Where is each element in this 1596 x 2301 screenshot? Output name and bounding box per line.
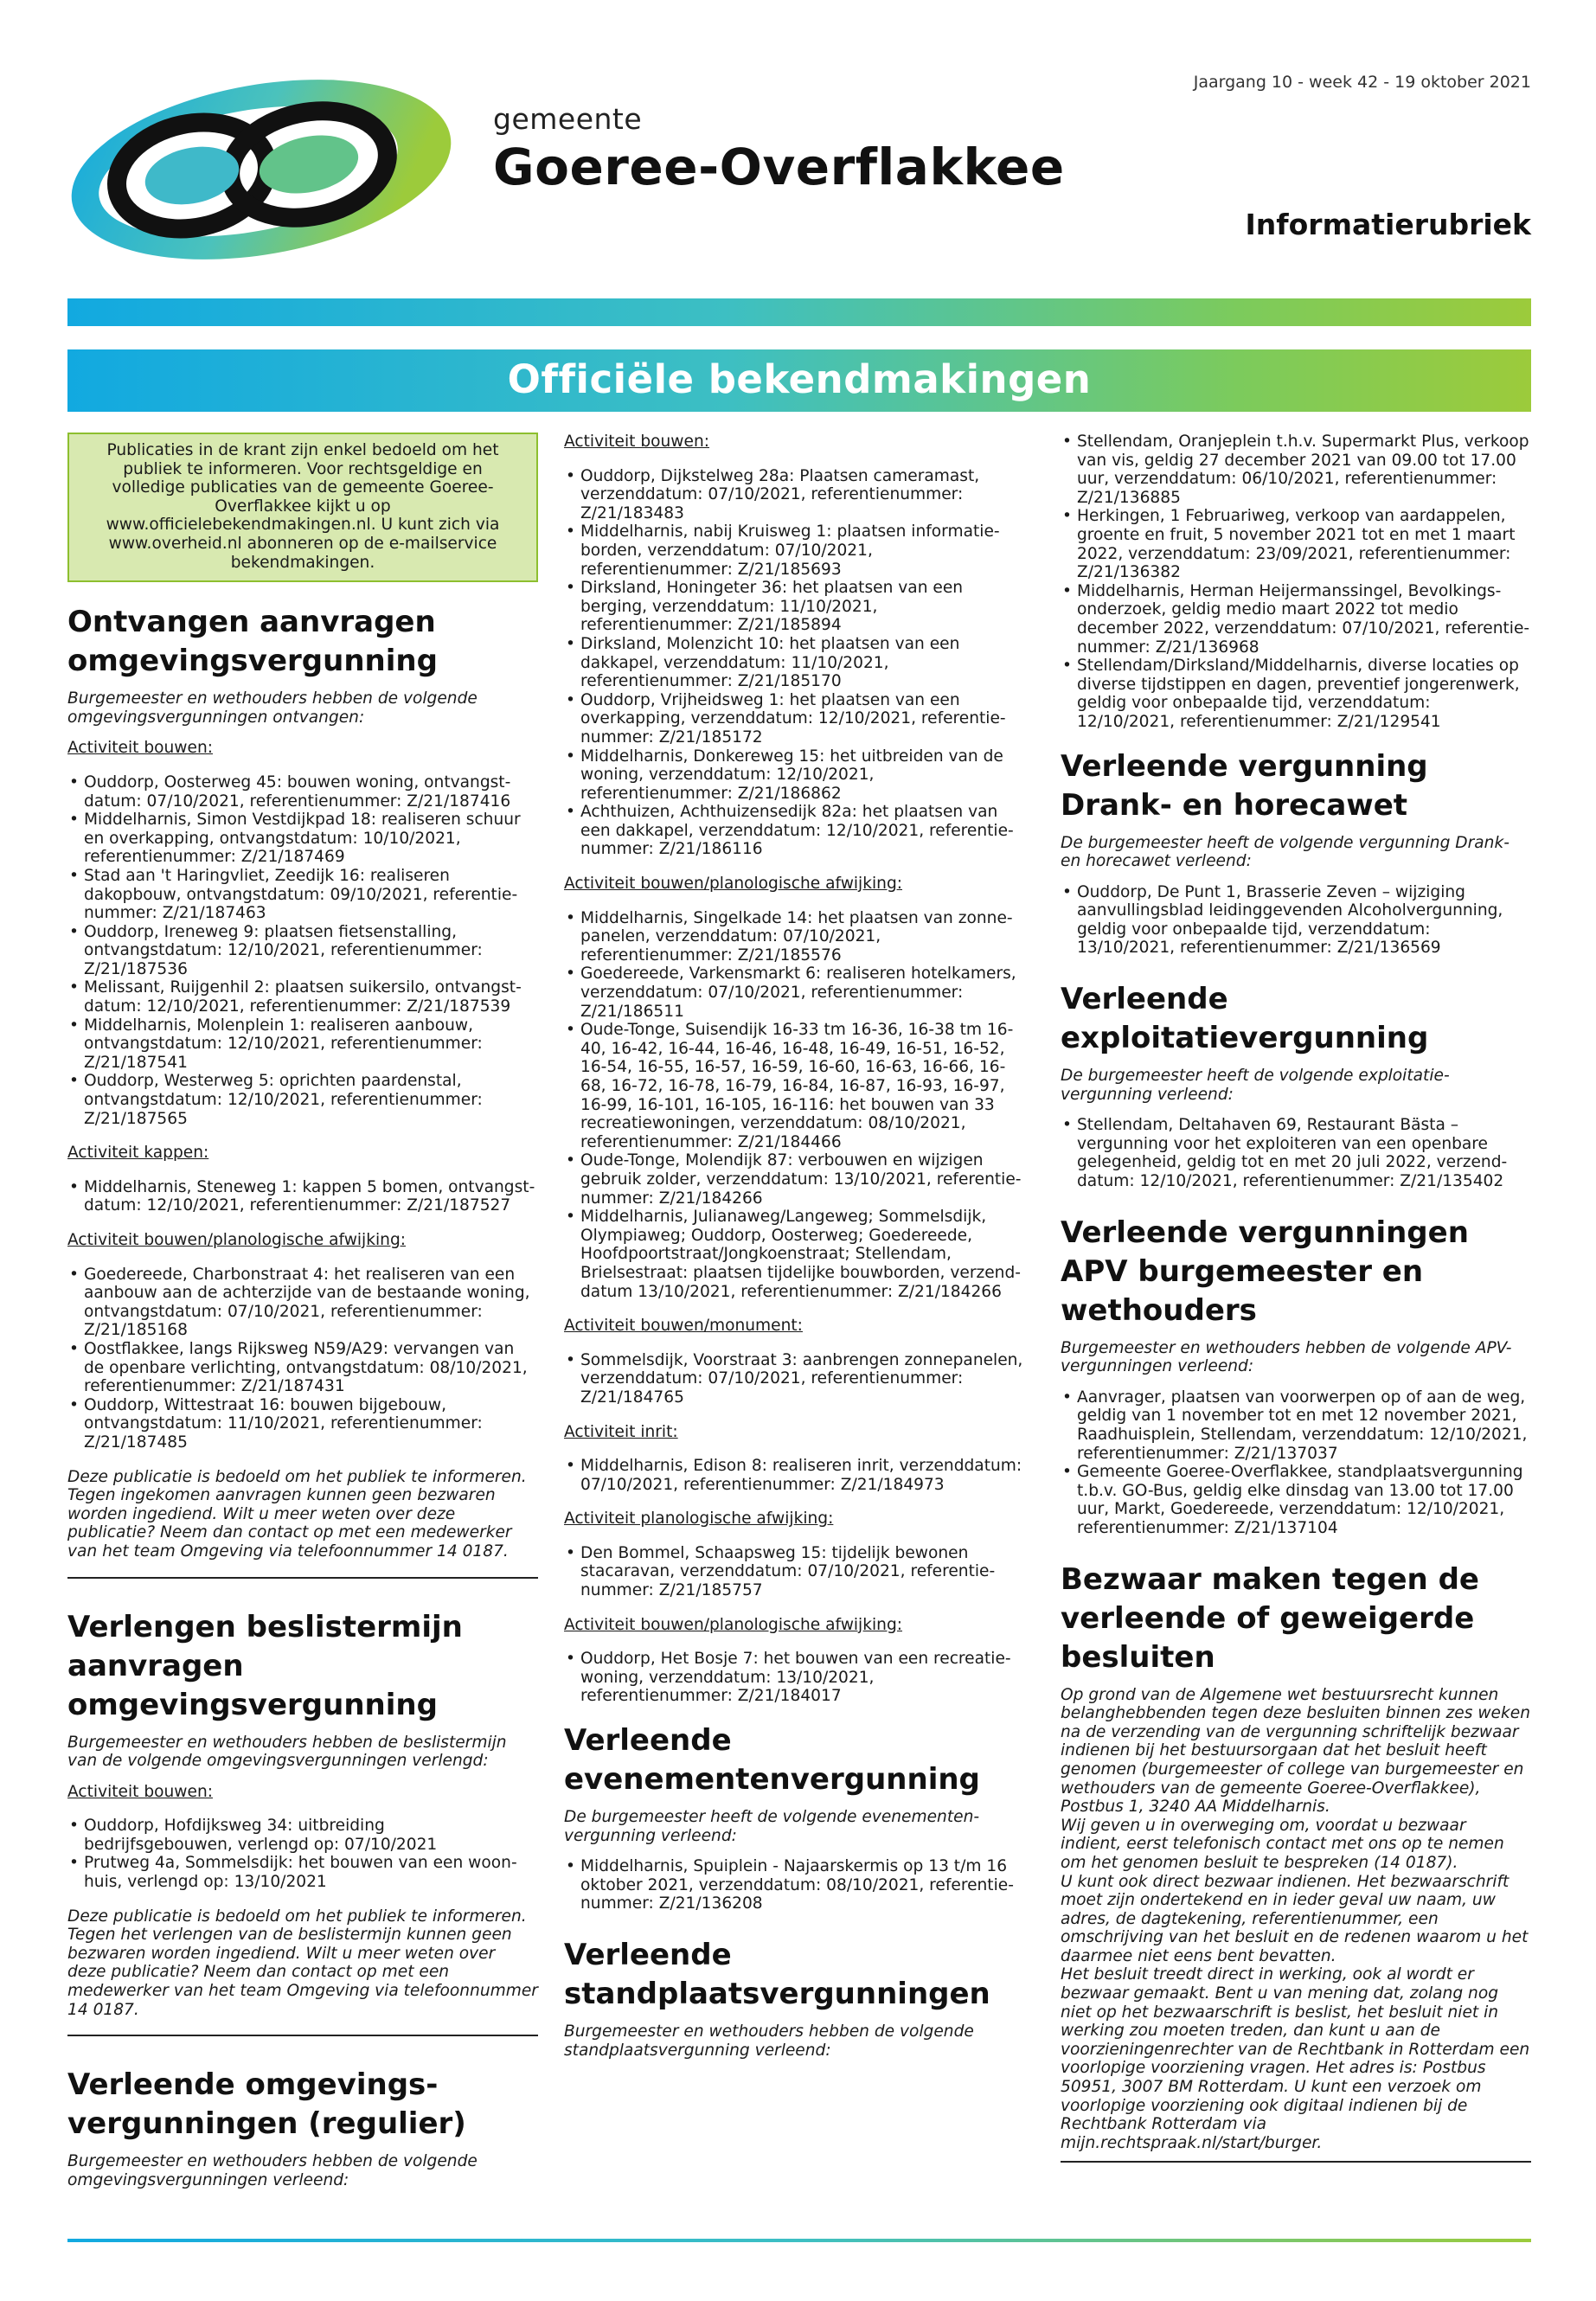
item-list — [564, 909, 1029, 1301]
list-item: • Ouddorp, Hofdijksweg 34: uitbreiding bedrijfsgebouwen, verlengd op: 07/10/2021 — [67, 1817, 538, 1854]
edition-info: Jaargang 10 - week 42 - 19 oktober 2021 — [1193, 73, 1531, 92]
list-item: • Middelharnis, Steneweg 1: kappen 5 bomen, ontvangstdatum: 12/10/2021, referentienummer: Z/21/187527 — [67, 1178, 538, 1215]
list-item: • Prutweg 4a, Sommelsdijk: het bouwen van een woonhuis, verlengd op: 13/10/2021 — [67, 1854, 538, 1891]
item-list — [1061, 1388, 1531, 1538]
list-item: • Dirksland, Honingeter 36: het plaatsen van een berging, verzenddatum: 11/10/2021, referentienummer: Z/21/185894 — [564, 579, 1029, 635]
section-evenementen — [564, 1721, 1029, 1913]
section-footer: Deze publicatie is bedoeld om het publiek te informeren. Tegen ingekomen aanvragen kunnen geen bezwaren worden ingediend. Wilt u meer weten over deze publicatie? Neem dan contact op met een medewerker van het team Omgeving via telefoonnummer 14 0187. — [67, 1467, 527, 1561]
list-item: • Achthuizen, Achthuizensedijk 82a: het plaatsen van een dakkapel, verzenddatum: 12/10/2021, referentienummer: Z/21/186116 — [564, 803, 1029, 859]
section-intro: De burgemeester heeft de volgende exploitatievergunning verleend: — [1061, 1067, 1450, 1104]
list-item: • Middelharnis, Singelkade 14: het plaatsen van zonnepanelen, verzenddatum: 07/10/2021, referentienummer: Z/21/185576 — [564, 909, 1029, 965]
item-list — [564, 467, 1029, 859]
item-list — [67, 1178, 538, 1215]
gemeente-logo — [62, 67, 460, 266]
list-item: • Ouddorp, Oosterweg 45: bouwen woning, ontvangstdatum: 07/10/2021, referentienummer: Z/21/187416 — [67, 773, 538, 811]
list-item: • Stellendam, Oranjeplein t.h.v. Supermarkt Plus, verkoop van vis, geldig 27 december 2021 van 09.00 tot 17.00 uur, verzenddatum: 06/10/2021, referentienummer: Z/21/136885 — [1061, 433, 1531, 507]
section-intro: Burgemeester en wethouders hebben de beslistermijn van de volgende omgevingsvergunningen verlengd: — [67, 1733, 507, 1771]
section-title-ontvangen: Ontvangen aanvragen omgevingsvergunning — [67, 605, 438, 679]
item-list — [564, 1351, 1029, 1407]
list-item: • Middelharnis, Molenplein 1: realiseren aanbouw, ontvangstdatum: 12/10/2021, referentienummer: Z/21/187541 — [67, 1016, 538, 1073]
list-item: • Stellendam, Deltahaven 69, Restaurant Bästa – vergunning voor het exploiteren van een openbare gelegenheid, geldig tot en met 20 juli 2022, verzenddatum: 12/10/2021, referentienummer: Z/21/135402 — [1061, 1116, 1531, 1190]
column-right — [1061, 433, 1531, 2163]
section-title-standplaats: Verleende standplaatsvergunningen — [564, 1938, 990, 2011]
column-middle — [564, 433, 1029, 2072]
bottom-gradient-line — [67, 2239, 1531, 2242]
list-item: • Ouddorp, Dijkstelweg 28a: Plaatsen cameramast, verzenddatum: 07/10/2021, referentienummer: Z/21/183483 — [564, 467, 1029, 523]
section-title-bezwaar: Bezwaar maken tegen de verleende of geweigerde besluiten — [1061, 1561, 1479, 1675]
list-item: • Dirksland, Molenzicht 10: het plaatsen van een dakkapel, verzenddatum: 11/10/2021, referentienummer: Z/21/185170 — [564, 635, 1029, 691]
section-intro: De burgemeester heeft de volgende vergunning Drank- en horecawet verleend: — [1061, 833, 1509, 871]
section-intro: Burgemeester en wethouders hebben de volgende APV-vergunningen verleend: — [1061, 1338, 1512, 1376]
section-intro: Burgemeester en wethouders hebben de volgende omgevingsvergunningen verleend: — [67, 2152, 478, 2189]
list-item: • Den Bommel, Schaapsweg 15: tijdelijk bewonen stacaravan, verzenddatum: 07/10/2021, referentienummer: Z/21/185757 — [564, 1544, 1029, 1600]
list-item: • Oude-Tonge, Molendijk 87: verbouwen en wijzigen gebruik zolder, verzenddatum: 13/10/2021, referentienummer: Z/21/184266 — [564, 1151, 1029, 1208]
divider — [67, 2035, 538, 2036]
subheading: Activiteit bouwen: — [564, 433, 709, 451]
section-exploitatie — [1061, 980, 1531, 1191]
list-item: • Aanvrager, plaatsen van voorwerpen op of aan de weg, geldig van 1 november tot en met 12 november 2021, Raadhuisplein, Stellendam, verzenddatum: 12/10/2021, referentienummer: Z/21/137037 — [1061, 1388, 1531, 1463]
list-item: • Oostflakkee, langs Rijksweg N59/A29: vervangen van de openbare verlichting, ontvangstdatum: 08/10/2021, referentienummer: Z/21/187431 — [67, 1340, 538, 1396]
item-list — [564, 1457, 1029, 1494]
section-title-evenementen: Verleende evenementenvergunning — [564, 1723, 980, 1798]
divider — [67, 1577, 538, 1579]
item-list — [564, 1857, 1029, 1913]
list-item: • Ouddorp, De Punt 1, Brasserie Zeven – wijziging aanvullingsblad leidinggevenden Alcoholvergunning, geldig voor onbepaalde tijd, verzenddatum: 13/10/2021, referentienummer: Z/21/136569 — [1061, 883, 1531, 958]
list-item: • Ouddorp, Westerweg 5: oprichten paardenstal, ontvangstdatum: 12/10/2021, referentienummer: Z/21/187565 — [67, 1072, 538, 1128]
section-title-apv: Verleende vergunningen APV burgemeester en wethouders — [1061, 1215, 1469, 1328]
section-intro: Burgemeester en wethouders hebben de volgende omgevingsvergunningen ontvangen: — [67, 689, 478, 727]
list-item: • Melissant, Ruijgenhil 2: plaatsen suikersilo, ontvangstdatum: 12/10/2021, referentienummer: Z/21/187539 — [67, 978, 538, 1016]
body-paragraph: Wij geven u in overweging om, voordat u bezwaar indient, eerst telefonisch contact met ons op te nemen om het genomen besluit te bespreken (14 0187). — [1061, 1816, 1504, 1872]
list-item: • Ouddorp, Ireneweg 9: plaatsen fietsenstalling, ontvangstdatum: 12/10/2021, referentienummer: Z/21/187536 — [67, 923, 538, 979]
section-title-exploitatie: Verleende exploitatievergunning — [1061, 982, 1429, 1056]
list-item: • Gemeente Goeree-Overflakkee, standplaatsvergunning t.b.v. GO-Bus, geldig elke dinsdag van 13.00 tot 17.00 uur, Markt, Goedereede, verzenddatum: 12/10/2021, referentienummer: Z/21/137104 — [1061, 1463, 1531, 1537]
subheading: Activiteit bouwen: — [67, 1782, 213, 1801]
subheading: Activiteit kappen: — [67, 1144, 209, 1163]
subheading: Activiteit bouwen/planologische afwijking: — [564, 875, 903, 894]
subheading: Activiteit bouwen/planologische afwijking: — [67, 1231, 407, 1249]
item-list — [67, 1266, 538, 1452]
list-item: • Stellendam/Dirksland/Middelharnis, diverse locaties op diverse tijdstippen en dagen, preventief jongerenwerk, geldig voor onbepaalde tijd, verzenddatum: 12/10/2021, referentienummer: Z/21/129541 — [1061, 657, 1531, 731]
section-apv — [1061, 1214, 1531, 1538]
subheading: Activiteit bouwen/planologische afwijking: — [564, 1615, 903, 1634]
section-title-drank: Verleende vergunning Drank- en horecawet — [1061, 748, 1428, 823]
list-item: • Herkingen, 1 Februariweg, verkoop van aardappelen, groente en fruit, 5 november 2021 tot en met 1 maart 2022, verzenddatum: 23/09/2021, referentienummer: Z/21/136382 — [1061, 507, 1531, 581]
subheading: Activiteit bouwen/monument: — [564, 1317, 803, 1336]
banner-title: Officiële bekendmakingen — [507, 356, 1092, 402]
notice-box: Publicaties in de krant zijn enkel bedoeld om het publiek te informeren. Voor rechtsgeldige en volledige publicaties van de gemeente Goeree-Overflakkee kijkt u op www.officielebekendmakingen.nl. U kunt zich via www.overheid.nl abonneren op de e-mailservice bekendmakingen. — [67, 433, 538, 582]
banner — [67, 349, 1531, 412]
list-item: • Middelharnis, Spuiplein - Najaarskermis op 13 t/m 16 oktober 2021, verzenddatum: 08/10/2021, referentienummer: Z/21/136208 — [564, 1857, 1029, 1913]
list-item: • Oude-Tonge, Suisendijk 16-33 tm 16-36, 16-38 tm 16-40, 16-42, 16-44, 16-46, 16-48, 16-49, 16-51, 16-52, 16-54, 16-55, 16-57, 16-59, 16-60, 16-63, 16-66, 16-68, 16-72, 16-78, 16-79, 16-84, 16-87, 16-93, 16-97, 16-99, 16-101, 16-105, 16-116: het bouwen van 33 recreatiewoningen, verzenddatum: 08/10/2021, referentienummer: Z/21/184466 — [564, 1021, 1029, 1151]
body-paragraph: Het besluit treedt direct in werking, ook al wordt er bezwaar gemaakt. Bent u van mening dat, zolang nog niet op het bezwaarschrift is beslist, het besluit niet in werking zou moeten treden, dan kunt u aan de voorzieningenrechter van de Rechtbank in Rotterdam een voorlopige voorziening vragen. Het adres is: Postbus 50951, 3007 BM Rotterdam. U kunt een verzoek om voorlopige voorziening ook digitaal indienen bij de Rechtbank Rotterdam via mijn.rechtspraak.nl/start/burger. — [1061, 1965, 1530, 2152]
gemeente-name: Goeree-Overflakkee — [493, 138, 1065, 196]
list-item: • Middelharnis, Julianaweg/Langeweg; Sommelsdijk, Olympiaweg; Ouddorp, Oosterweg; Goedereede, Hoofdpoortstraat/Jongkoenstraat; Stellendam, Brielsestraat: plaatsen tijdelijke bouwborden, verzenddatum 13/10/2021, referentienummer: Z/21/184266 — [564, 1208, 1029, 1301]
body-paragraph: Op grond van de Algemene wet bestuursrecht kunnen belanghebbenden tegen deze besluiten binnen zes weken na de verzending van de vergunning schriftelijk bezwaar indienen bij het bestuursorgaan dat het besluit heeft genomen (burgemeester of college van burgemeester en wethouders van de gemeente Goeree-Overflakkee), Postbus 1, 3240 AA Middelharnis. — [1061, 1685, 1530, 1817]
item-list — [1061, 883, 1531, 958]
list-item: • Middelharnis, Herman Heijermanssingel, Bevolkingsonderzoek, geldig medio maart 2022 tot medio december 2022, verzenddatum: 07/10/2021, referentienummer: Z/21/136968 — [1061, 582, 1531, 657]
subheading: Activiteit inrit: — [564, 1422, 678, 1441]
section-intro: De burgemeester heeft de volgende evenementenvergunning verleend: — [564, 1808, 980, 1845]
section-intro: Burgemeester en wethouders hebben de volgende standplaatsvergunning verleend: — [564, 2022, 974, 2060]
section-title-verleende-omgevingsvergunningen: Verleende omgevingsvergunningen (regulier) — [67, 2067, 466, 2142]
section-footer: Deze publicatie is bedoeld om het publiek te informeren. Tegen het verlengen van de beslistermijn kunnen geen bezwaren worden ingediend. Wilt u meer weten over deze publicatie? Neem dan contact op met een medewerker van het team Omgeving via telefoonnummer 14 0187. — [67, 1907, 538, 2019]
list-item: • Middelharnis, nabij Kruisweg 1: plaatsen informatieborden, verzenddatum: 07/10/2021, referentienummer: Z/21/185693 — [564, 522, 1029, 579]
section-title-verlengen: Verlengen beslistermijn aanvragen omgevingsvergunning — [67, 1609, 463, 1722]
item-list — [564, 1650, 1029, 1706]
brand-title — [493, 102, 1065, 196]
item-list — [67, 1817, 538, 1891]
gemeente-label: gemeente — [493, 102, 643, 136]
list-item: • Stad aan 't Haringvliet, Zeedijk 16: realiseren dakopbouw, ontvangstdatum: 09/10/2021, referentienummer: Z/21/187463 — [67, 867, 538, 923]
list-item: • Middelharnis, Donkereweg 15: het uitbreiden van de woning, verzenddatum: 12/10/2021, referentienummer: Z/21/186862 — [564, 747, 1029, 804]
section-drank — [1061, 747, 1531, 958]
list-item: • Ouddorp, Het Bosje 7: het bouwen van een recreatiewoning, verzenddatum: 13/10/2021, referentienummer: Z/21/184017 — [564, 1650, 1029, 1706]
item-list — [564, 1544, 1029, 1600]
list-item: • Goedereede, Charbonstraat 4: het realiseren van een aanbouw aan de achterzijde van de bestaande woning, ontvangstdatum: 07/10/2021, referentienummer: Z/21/185168 — [67, 1266, 538, 1340]
subheading: Activiteit planologische afwijking: — [564, 1509, 834, 1529]
body-paragraph: U kunt ook direct bezwaar indienen. Het bezwaarschrift moet zijn ondertekend en in ieder geval uw naam, uw adres, de dagtekening, referentienummer, een omschrijving van het besluit en de redenen waarom u het daarmee niet eens bent bevatten. — [1061, 1872, 1529, 1965]
section-bezwaar — [1061, 1561, 1531, 2163]
gradient-divider — [67, 298, 1531, 326]
list-item: • Ouddorp, Wittestraat 16: bouwen bijgebouw, ontvangstdatum: 11/10/2021, referentienummer: Z/21/187485 — [67, 1396, 538, 1452]
subheading: Activiteit bouwen: — [67, 739, 213, 758]
item-list — [1061, 1116, 1531, 1190]
item-list — [1061, 433, 1531, 732]
list-item: • Goedereede, Varkensmarkt 6: realiseren hotelkamers, verzenddatum: 07/10/2021, referentienummer: Z/21/186511 — [564, 965, 1029, 1021]
list-item: • Middelharnis, Edison 8: realiseren inrit, verzenddatum: 07/10/2021, referentienummer: Z/21/184973 — [564, 1457, 1029, 1494]
list-item: • Sommelsdijk, Voorstraat 3: aanbrengen zonnepanelen, verzenddatum: 07/10/2021, referentienummer: Z/21/184765 — [564, 1351, 1029, 1407]
item-list — [67, 773, 538, 1128]
column-left — [67, 433, 538, 2202]
list-item: • Middelharnis, Simon Vestdijkpad 18: realiseren schuur en overkapping, ontvangstdatum: 10/10/2021, referentienummer: Z/21/187469 — [67, 811, 538, 867]
list-item: • Ouddorp, Vrijheidsweg 1: het plaatsen van een overkapping, verzenddatum: 12/10/2021, referentienummer: Z/21/185172 — [564, 691, 1029, 747]
section-label: Informatierubriek — [1245, 208, 1531, 241]
divider — [1061, 2161, 1531, 2163]
